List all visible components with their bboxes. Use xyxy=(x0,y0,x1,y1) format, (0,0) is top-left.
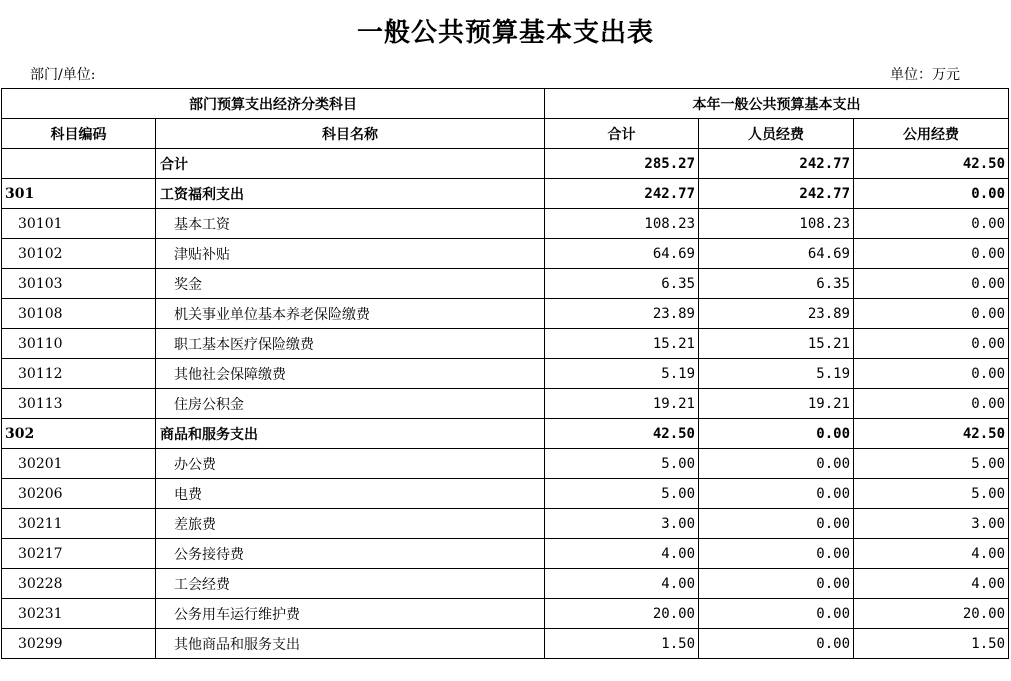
cell-public: 5.00 xyxy=(854,449,1009,479)
cell-public: 4.00 xyxy=(854,539,1009,569)
cell-personnel: 15.21 xyxy=(699,329,854,359)
table-row xyxy=(2,359,1009,389)
group-header-row xyxy=(2,89,1009,119)
table-body xyxy=(2,149,1009,659)
cell-public: 0.00 xyxy=(854,329,1009,359)
cell-personnel: 242.77 xyxy=(699,179,854,209)
cell-name: 机关事业单位基本养老保险缴费 xyxy=(156,299,545,329)
cell-total: 5.00 xyxy=(545,479,699,509)
group-header-expenditure: 本年一般公共预算基本支出 xyxy=(545,89,1009,119)
cell-name: 办公费 xyxy=(156,449,545,479)
table-row xyxy=(2,389,1009,419)
cell-total: 20.00 xyxy=(545,599,699,629)
cell-code: 302 xyxy=(2,419,156,449)
group-header-classification: 部门预算支出经济分类科目 xyxy=(2,89,545,119)
cell-public: 0.00 xyxy=(854,269,1009,299)
cell-code xyxy=(2,149,156,179)
cell-code: 30110 xyxy=(2,329,156,359)
cell-code: 30228 xyxy=(2,569,156,599)
column-header-total: 合计 xyxy=(545,119,699,149)
cell-code: 30231 xyxy=(2,599,156,629)
cell-total: 15.21 xyxy=(545,329,699,359)
cell-name: 职工基本医疗保险缴费 xyxy=(156,329,545,359)
cell-name: 工会经费 xyxy=(156,569,545,599)
cell-personnel: 0.00 xyxy=(699,629,854,659)
cell-total: 64.69 xyxy=(545,239,699,269)
table-row xyxy=(2,569,1009,599)
cell-name: 奖金 xyxy=(156,269,545,299)
cell-code: 30217 xyxy=(2,539,156,569)
cell-code: 30113 xyxy=(2,389,156,419)
cell-total: 6.35 xyxy=(545,269,699,299)
cell-public: 0.00 xyxy=(854,179,1009,209)
cell-public: 0.00 xyxy=(854,389,1009,419)
cell-total: 3.00 xyxy=(545,509,699,539)
table-row xyxy=(2,449,1009,479)
cell-personnel: 6.35 xyxy=(699,269,854,299)
table-row xyxy=(2,329,1009,359)
cell-public: 3.00 xyxy=(854,509,1009,539)
unit-label: 单位：万元 xyxy=(890,67,960,83)
cell-public: 42.50 xyxy=(854,149,1009,179)
column-header-name: 科目名称 xyxy=(156,119,545,149)
table-row xyxy=(2,149,1009,179)
cell-public: 20.00 xyxy=(854,599,1009,629)
cell-personnel: 0.00 xyxy=(699,419,854,449)
cell-name: 差旅费 xyxy=(156,509,545,539)
cell-personnel: 242.77 xyxy=(699,149,854,179)
column-header-public: 公用经费 xyxy=(854,119,1009,149)
table-row xyxy=(2,629,1009,659)
table-row xyxy=(2,269,1009,299)
cell-name: 商品和服务支出 xyxy=(156,419,545,449)
cell-total: 5.00 xyxy=(545,449,699,479)
cell-code: 30108 xyxy=(2,299,156,329)
cell-code: 30103 xyxy=(2,269,156,299)
table-row xyxy=(2,419,1009,449)
cell-personnel: 108.23 xyxy=(699,209,854,239)
cell-total: 1.50 xyxy=(545,629,699,659)
cell-total: 108.23 xyxy=(545,209,699,239)
table-row xyxy=(2,509,1009,539)
cell-public: 0.00 xyxy=(854,239,1009,269)
cell-name: 其他商品和服务支出 xyxy=(156,629,545,659)
cell-total: 19.21 xyxy=(545,389,699,419)
table-row xyxy=(2,179,1009,209)
cell-total: 5.19 xyxy=(545,359,699,389)
cell-name: 公务用车运行维护费 xyxy=(156,599,545,629)
cell-public: 0.00 xyxy=(854,359,1009,389)
cell-name: 其他社会保障缴费 xyxy=(156,359,545,389)
cell-total: 4.00 xyxy=(545,569,699,599)
cell-public: 1.50 xyxy=(854,629,1009,659)
cell-public: 0.00 xyxy=(854,299,1009,329)
cell-personnel: 0.00 xyxy=(699,599,854,629)
cell-code: 30101 xyxy=(2,209,156,239)
cell-code: 30102 xyxy=(2,239,156,269)
cell-name: 基本工资 xyxy=(156,209,545,239)
cell-personnel: 0.00 xyxy=(699,479,854,509)
column-header-row xyxy=(2,119,1009,149)
cell-name: 住房公积金 xyxy=(156,389,545,419)
cell-total: 285.27 xyxy=(545,149,699,179)
cell-personnel: 5.19 xyxy=(699,359,854,389)
cell-personnel: 64.69 xyxy=(699,239,854,269)
cell-personnel: 0.00 xyxy=(699,539,854,569)
cell-total: 4.00 xyxy=(545,539,699,569)
cell-personnel: 19.21 xyxy=(699,389,854,419)
cell-code: 30201 xyxy=(2,449,156,479)
cell-personnel: 0.00 xyxy=(699,449,854,479)
cell-total: 23.89 xyxy=(545,299,699,329)
table-row xyxy=(2,599,1009,629)
department-label: 部门/单位: xyxy=(30,67,96,83)
budget-table xyxy=(1,88,1009,659)
cell-personnel: 0.00 xyxy=(699,509,854,539)
cell-name: 合计 xyxy=(156,149,545,179)
table-row xyxy=(2,209,1009,239)
cell-public: 4.00 xyxy=(854,569,1009,599)
cell-name: 电费 xyxy=(156,479,545,509)
cell-personnel: 0.00 xyxy=(699,569,854,599)
cell-public: 0.00 xyxy=(854,209,1009,239)
cell-public: 42.50 xyxy=(854,419,1009,449)
cell-code: 30211 xyxy=(2,509,156,539)
table-row xyxy=(2,479,1009,509)
page-title: 一般公共预算基本支出表 xyxy=(356,18,654,48)
cell-code: 30112 xyxy=(2,359,156,389)
cell-name: 公务接待费 xyxy=(156,539,545,569)
table-row xyxy=(2,239,1009,269)
cell-total: 42.50 xyxy=(545,419,699,449)
cell-name: 工资福利支出 xyxy=(156,179,545,209)
column-header-personnel: 人员经费 xyxy=(699,119,854,149)
cell-code: 301 xyxy=(2,179,156,209)
table-row xyxy=(2,539,1009,569)
cell-personnel: 23.89 xyxy=(699,299,854,329)
cell-name: 津贴补贴 xyxy=(156,239,545,269)
cell-total: 242.77 xyxy=(545,179,699,209)
table-row xyxy=(2,299,1009,329)
cell-public: 5.00 xyxy=(854,479,1009,509)
cell-code: 30299 xyxy=(2,629,156,659)
cell-code: 30206 xyxy=(2,479,156,509)
column-header-code: 科目编码 xyxy=(2,119,156,149)
